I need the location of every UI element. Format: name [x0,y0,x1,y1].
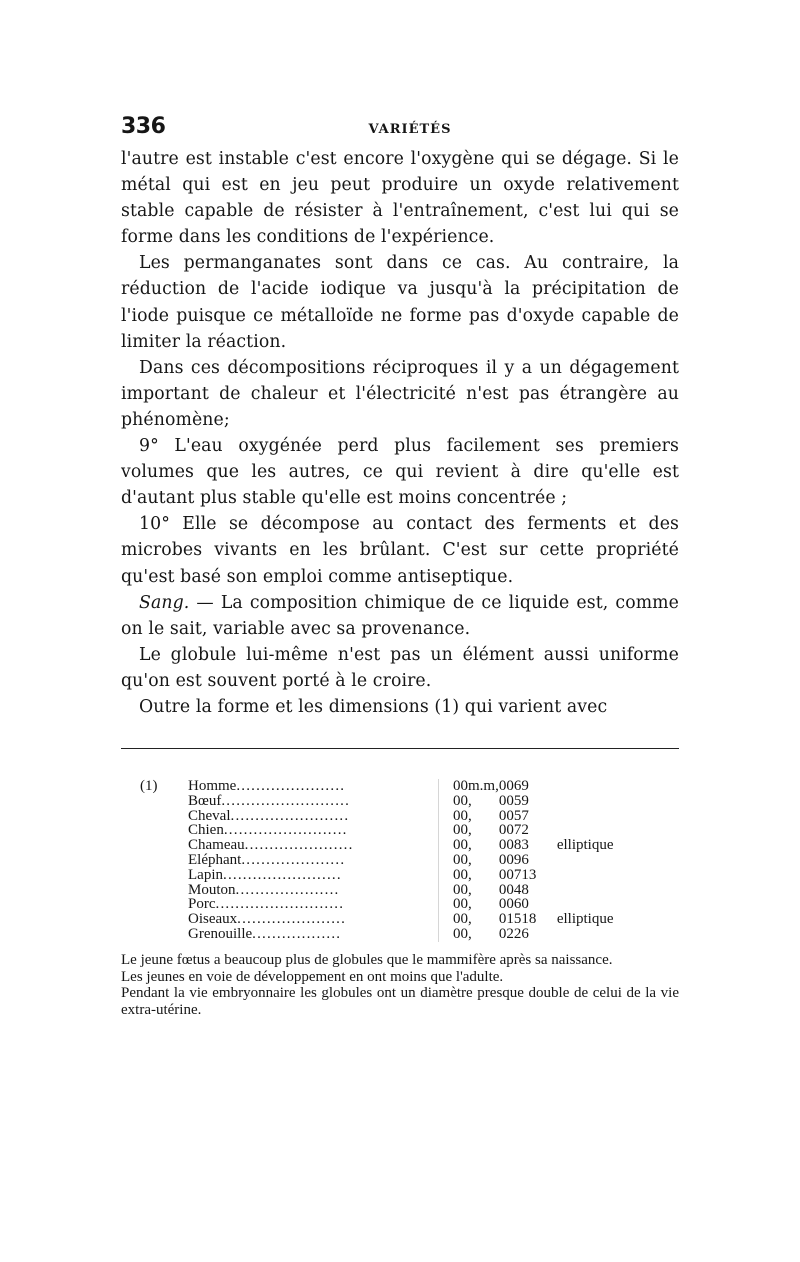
dot-leader: ........................ [230,808,350,824]
species-name: Chien [188,823,224,839]
species-name: Cheval [188,808,231,824]
footnote-paragraph: Pendant la vie embryonnaire les globules ont un diamètre presque double de celui de la vie extra-utérine. [121,985,679,1018]
value-cell: 0096 [498,852,529,869]
value-cell: 0057 [498,807,529,824]
species-cell [188,912,439,927]
dot-leader: .......................... [215,897,345,913]
species-name: Bœuf [188,793,222,809]
paragraph: 10° Elle se décompose au contact des ferments et des microbes vivants en les brûlant. C'est sur cette propriété qu'est basé son emploi comme antiseptique. [121,514,679,587]
species-cell [188,809,439,824]
dot-leader: ........................ [223,867,342,883]
unit-cell: 00, [453,822,472,839]
footnote-text [121,952,679,1019]
species-cell [188,883,439,898]
species-name: Oiseaux [188,912,238,928]
species-cell [188,897,439,912]
table-row [140,794,614,809]
note-cell [555,897,614,912]
species-name: Homme [188,779,237,794]
unit-cell: 00, [453,866,472,883]
unit-cell: 00, [453,911,472,928]
dot-leader: ......................... [223,823,348,839]
species-cell [188,838,439,853]
note-cell [555,794,614,809]
table-row [140,823,614,838]
note-cell [555,883,614,898]
footnote-marker: (1) [140,778,158,795]
table-row [140,809,614,824]
note-cell [555,809,614,824]
value-cell: 0072 [498,822,529,839]
footnote-table [140,779,614,942]
species-name: Mouton [188,882,236,898]
dot-leader: ...................... [236,779,346,794]
body-text [121,146,679,720]
table-row [140,838,614,853]
unit-cell: 00, [453,792,472,809]
species-name: Chameau [188,838,245,854]
footnote-divider [121,748,679,749]
species-cell [188,823,439,838]
species-name: Lapin [188,867,223,883]
paragraph: Le globule lui-même n'est pas un élément aussi uniforme qu'on est souvent porté à le croire. [121,644,679,691]
unit-cell: 00, [453,896,472,913]
footnote-paragraph: Les jeunes en voie de développement en ont moins que l'adulte. [121,968,504,985]
species-cell [188,794,439,809]
note-cell [555,868,614,883]
value-cell: 0060 [498,896,529,913]
unit-cell: 00m.m, [453,778,499,795]
species-name: Porc [188,897,216,913]
paragraph: 9° L'eau oxygénée perd plus facilement ses premiers volumes que les autres, ce qui revient à dire qu'elle est d'autant plus stable qu'elle est moins concentrée ; [121,436,679,509]
footnote [121,779,679,1019]
table-row [140,779,614,794]
page-header [121,112,679,146]
running-title: VARIÉTÉS [368,122,452,137]
species-cell [188,779,439,794]
value-cell: 00713 [498,866,537,883]
note-cell: elliptique [556,837,614,854]
note-cell [555,927,614,942]
unit-cell: 00, [453,837,472,854]
species-cell [188,927,439,942]
paragraph [121,590,679,642]
table-row [140,897,614,912]
page-content [121,112,679,1019]
species-name: Grenouille [188,927,253,942]
dot-leader: ...................... [244,838,354,854]
note-cell: elliptique [556,911,614,928]
paragraph: Outre la forme et les dimensions (1) qui varient avec [139,696,608,717]
paragraph: l'autre est instable c'est encore l'oxygène qui se dégage. Si le métal qui est en jeu peut produire un oxyde relativement stable capable de résister à l'entraînement, c'est lui qui se forme dans les conditions de l'expérience. [121,149,679,248]
table-row [140,868,614,883]
paragraph-text: — La composition chimique de ce liquide est, comme on le sait, variable avec sa provenance. [121,592,679,639]
value-cell: 0083 [498,837,529,854]
species-cell [188,868,439,883]
section-label: Sang. [139,592,190,613]
paragraph: Dans ces décompositions réciproques il y a un dégagement important de chaleur et l'électricité n'est pas étrangère au phénomène; [121,357,679,430]
species-name: Eléphant [188,853,242,868]
table-row [140,912,614,927]
dot-leader: ..................... [235,882,340,898]
table-row [140,883,614,898]
unit-cell: 00, [453,926,472,943]
dot-leader: ...................... [237,912,347,928]
value-cell: 0059 [498,792,529,809]
note-cell [555,823,614,838]
dot-leader: ..................... [241,853,346,868]
value-cell: 0048 [498,881,529,898]
value-cell: 0069 [498,778,529,795]
note-cell [555,853,614,868]
page-number: 336 [121,114,166,139]
table-row [140,853,614,868]
paragraph: Les permanganates sont dans ce cas. Au contraire, la réduction de l'acide iodique va jusqu'à la précipitation de l'iode puisque ce métalloïde ne forme pas d'oxyde capable de limiter la réaction. [121,253,679,352]
species-cell [188,853,439,868]
dot-leader: .................. [252,927,342,942]
value-cell: 0226 [498,926,529,943]
unit-cell: 00, [453,881,472,898]
value-cell: 01518 [498,911,537,928]
table-row [140,927,614,942]
unit-cell: 00, [453,807,472,824]
dot-leader: .......................... [221,793,351,809]
footnote-paragraph: Le jeune fœtus a beaucoup plus de globules que le mammifère après sa naissance. [121,951,613,968]
note-cell [555,779,614,794]
unit-cell: 00, [453,852,472,869]
